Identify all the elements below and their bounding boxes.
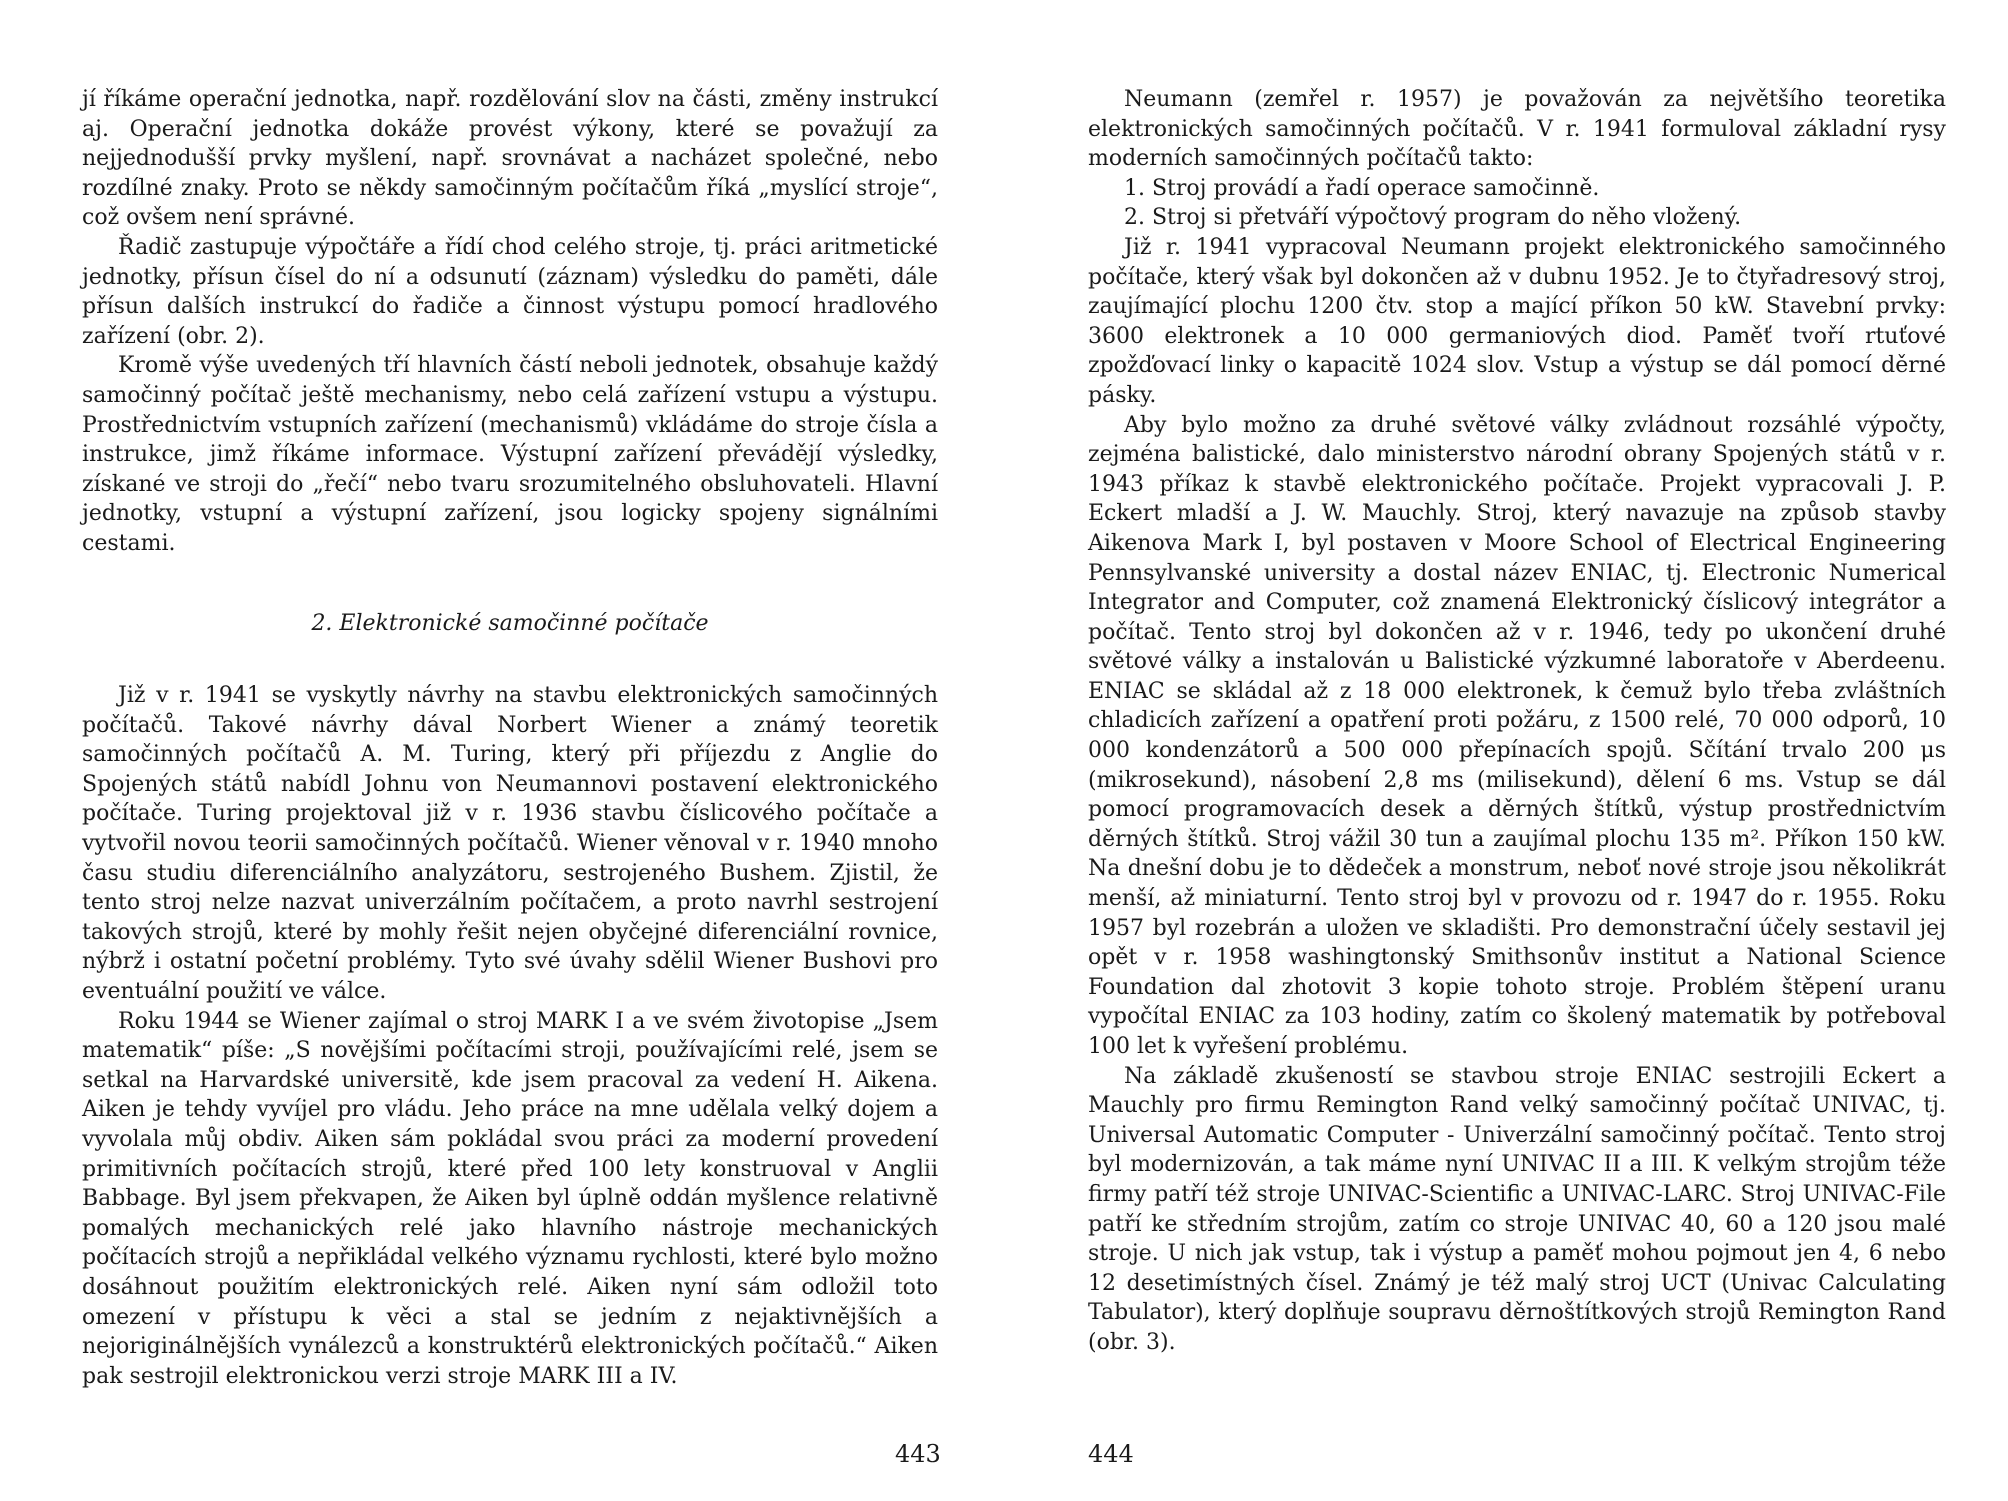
section-heading: 2. Elektronické samočinné počítače: [311, 610, 709, 636]
right-page: [1004, 0, 2008, 1501]
paragraph: Již v r. 1941 se vyskytly návrhy na stavbu elektronických samočinných počítačů. Takové návrhy dával Norbert Wiener a známý teoretik samočinných počítačů A. M. Turing, který při příjezdu z Anglie do Spojených států nabídl Johnu von Neumannovi postavení elektronického počítače. Turing projektoval již v r. 1936 stavbu číslicového počítače a vytvořil novou teorii samočinných počítačů. Wiener věnoval v r. 1940 mnoho času studiu diferenciálního analyzátoru, sestrojeného Bushem. Zjistil, že tento stroj nelze nazvat univerzálním počítačem, a proto navrhl sestrojení takových strojů, které by mohly řešit nejen obyčejné diferenciální rovnice, nýbrž i ostatní početní problémy. Tyto své úvahy sdělil Wiener Bushovi pro eventuální použití ve válce.: [82, 683, 938, 1005]
list-item: 2. Stroj si přetváří výpočtový program do něho vložený.: [1124, 205, 1742, 231]
paragraph: Na základě zkušeností se stavbou stroje ENIAC sestrojili Eckert a Mauchly pro firmu Remington Rand velký samočinný počítač UNIVAC, tj. Universal Automatic Computer - Univerzální samočinný počítač. Tento stroj byl modernizován, a tak máme nyní UNIVAC II a III. K velkým strojům téže firmy patří též stroje UNIVAC-Scientific a UNIVAC-LARC. Stroj UNIVAC-File patří ke středním strojům, zatím co stroje UNIVAC 40, 60 a 120 jsou malé stroje. U nich jak vstup, tak i výstup a paměť mohou pojmout jen 4, 6 nebo 12 desetimístných čísel. Známý je též malý stroj UCT (Univac Calculating Tabulator), který doplňuje soupravu děrnoštítkových strojů Remington Rand (obr. 3).: [1088, 1063, 1946, 1355]
paragraph: Neumann (zemřel r. 1957) je považován za největšího teoretika elektronických samočinných počítačů. V r. 1941 formuloval základní rysy moderních samočinných počítačů takto:: [1088, 87, 1946, 172]
left-text-column: [82, 85, 938, 1391]
paragraph: Řadič zastupuje výpočtáře a řídí chod celého stroje, tj. práci aritmetické jednotky, přísun čísel do ní a odsunutí (záznam) výsledku do paměti, dále přísun dalších instrukcí do řadiče a činnost výstupu pomocí hradlového zařízení (obr. 2).: [82, 234, 938, 349]
paragraph: Kromě výše uvedených tří hlavních částí neboli jednotek, obsahuje každý samočinný počítač ještě mechanismy, nebo celá zařízení vstupu a výstupu. Prostřednictvím vstupních zařízení (mechanismů) vkládáme do stroje čísla a instrukce, jimž říkáme informace. Výstupní zařízení převádějí výsledky, získané ve stroji do „řečí“ nebo tvaru srozumitelného obsluhovateli. Hlavní jednotky, vstupní a výstupní zařízení, jsou logicky spojeny signálními cestami.: [82, 353, 938, 556]
right-text-column: [1088, 85, 1946, 1358]
paragraph: Aby bylo možno za druhé světové války zvládnout rozsáhlé výpočty, zejména balistické, dalo ministerstvo národní obrany Spojených států v r. 1943 příkaz k stavbě elektronického počítače. Projekt vypracovali J. P. Eckert mladší a J. W. Mauchly. Stroj, který navazuje na způsob stavby Aikenova Mark I, byl postaven v Moore School of Electrical Engineering Pennsylvanské university a dostal název ENIAC, tj. Electronic Numerical Integrator and Computer, což znamená Elektronický číslicový integrátor a počítač. Tento stroj byl dokončen až v r. 1946, tedy po ukončení druhé světové války a instalován u Balistické výzkumné laboratoře v Aberdeenu. ENIAC se skládal až z 18 000 elektronek, k čemuž bylo třeba zvláštních chladicích zařízení a opatření proti požáru, z 1500 relé, 70 000 odporů, 10 000 kondenzátorů a 500 000 přepínacích spojů. Sčítání trvalo 200 μs (mikrosekund), násobení 2,8 ms (milisekund), dělení 6 ms. Vstup se dál pomocí programovacích desek a děrných štítků, výstup prostřednictvím děrných štítků. Stroj vážil 30 tun a zaujímal plochu 135 m². Příkon 150 kW. Na dnešní dobu je to dědeček a monstrum, neboť nové stroje jsou několikrát menší, až miniaturní. Tento stroj byl v provozu od r. 1947 do r. 1955. Roku 1957 byl rozebrán a uložen ve skladišti. Pro demonstrační účely sestavil jej opět v r. 1958 washingtonský Smithsonův institut a National Science Foundation dal zhotovit 3 kopie tohoto stroje. Problém štěpení uranu vypočítal ENIAC za 103 hodiny, zatím co školený matematik by potřeboval 100 let k vyřešení problému.: [1088, 412, 1946, 1059]
paragraph: Roku 1944 se Wiener zajímal o stroj MARK I a ve svém životopise „Jsem matematik“ píše: „S novějšími počítacími stroji, používajícími relé, jsem se setkal na Harvardské universitě, kde jsem pracoval za vedení H. Aikena. Aiken je tehdy vyvíjel pro vládu. Jeho práce na mne udělala velký dojem a vyvolala můj obdiv. Aiken sám pokládal svou práci za moderní provedení primitivních počítacích strojů, které před 100 lety konstruoval v Anglii Babbage. Byl jsem překvapen, že Aiken byl úplně oddán myšlence relativně pomalých mechanických relé jako hlavního nástroje mechanických počítacích strojů a nepřikládal velkého významu rychlosti, které bylo možno dosáhnout použitím elektronických relé. Aiken nyní sám odložil toto omezení v přístupu k věci a stal se jedním z nejaktivnějších a nejoriginálnějších vynálezců a konstruktérů elektronických počítačů.“ Aiken pak sestrojil elektronickou verzi stroje MARK III a IV.: [82, 1008, 938, 1389]
page-number: 444: [1088, 1440, 1134, 1468]
paragraph: jí říkáme operační jednotka, např. rozdělování slov na části, změny instrukcí aj. Operační jednotka dokáže provést výkony, které se považují za nejjednodušší prvky myšlení, např. srovnávat a nacházet společné, nebo rozdílné znaky. Proto se někdy samočinným počítačům říká „myslící stroje“, což ovšem není správné.: [82, 87, 938, 231]
page-number: 443: [895, 1440, 941, 1468]
paragraph: Již r. 1941 vypracoval Neumann projekt elektronického samočinného počítače, který však byl dokončen až v dubnu 1952. Je to čtyřadresový stroj, zaujímající plochu 1200 čtv. stop a mající příkon 50 kW. Stavební prvky: 3600 elektronek a 10 000 germaniových diod. Paměť tvoří rtuťové zpožďovací linky o kapacitě 1024 slov. Vstup a výstup se dál pomocí děrné pásky.: [1088, 234, 1946, 408]
list-item: 1. Stroj provádí a řadí operace samočinně.: [1124, 175, 1600, 201]
